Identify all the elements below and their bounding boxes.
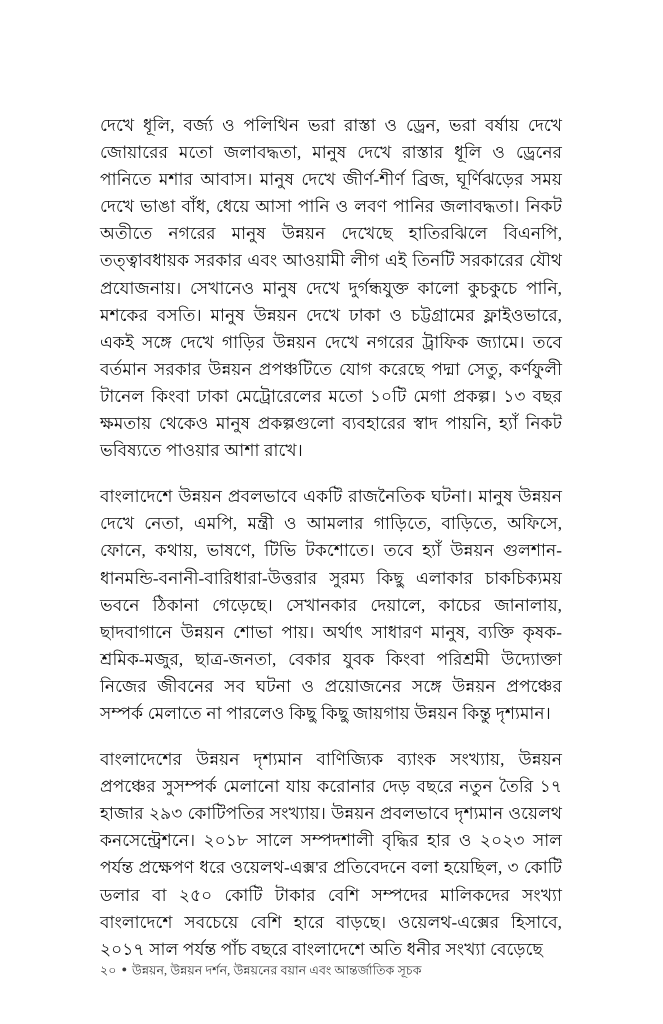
body-paragraph-1: দেখে ধূলি, বর্জ্য ও পলিথিন ভরা রাস্তা ও ড্রেন, ভরা বর্ষায় দেখে জোয়ারের মতো জলাবদ্ধতা, মানুষ দেখে রাস্তার ধূলি ও ড্রেনের পানিতে মশার আবাস। মানুষ দেখে জীর্ণ-শীর্ণ ব্রিজ, ঘূর্ণিঝড়ের সময় দেখে ভাঙা বাঁধ, ধেয়ে আসা পানি ও লবণ পানির জলাবদ্ধতা। নিকট অতীতে নগরের মানুষ উন্নয়ন দেখেছে হাতিরঝিলে বিএনপি, তত্ত্বাবধায়ক সরকার এবং আওয়ামী লীগ এই তিনটি সরকারের যৌথ প্রযোজনায়। সেখানেও মানুষ দেখে দুর্গন্ধযুক্ত কালো কুচকুচে পানি, মশকের বসতি। মানুষ উন্নয়ন দেখে ঢাকা ও চট্টগ্রামের ফ্লাইওভারে, একই সঙ্গে দেখে গাড়ির উন্নয়ন দেখে নগরের ট্রাফিক জ্যামে। তবে বর্তমান সরকার উন্নয়ন প্রপঞ্চটিতে যোগ করেছে পদ্মা সেতু, কর্ণফুলী টানেল কিংবা ঢাকা মেট্রোরেলের মতো ১০টি মেগা প্রকল্প। ১৩ বছর ক্ষমতায় থেকেও মানুষ প্রকল্পগুলো ব্যবহারের স্বাদ পায়নি, হ্যাঁ নিকট ভবিষ্যতে পাওয়ার আশা রাখে। [100,116,562,461]
body-paragraph-3: বাংলাদেশের উন্নয়ন দৃশ্যমান বাণিজ্যিক ব্যাংক সংখ্যায়, উন্নয়ন প্রপঞ্চের সুসম্পর্ক মেলানো যায় করোনার দেড় বছরে নতুন তৈরি ১৭ হাজার ২৯৩ কোটিপতির সংখ্যায়। উন্নয়ন প্রবলভাবে দৃশ্যমান ওয়েলথ কনসেন্ট্রেশনে। ২০১৮ সালে সম্পদশালী বৃদ্ধির হার ও ২০২৩ সাল পর্যন্ত প্রক্ষেপণ ধরে ওয়েলথ-এক্স'র প্রতিবেদনে বলা হয়েছিল, ৩ কোটি ডলার বা ২৫০ কোটি টাকার বেশি সম্পদের মালিকদের সংখ্যা বাংলাদেশে সবচেয়ে বেশি হারে বাড়ছে। ওয়েলথ-এক্সের হিসাবে, ২০১৭ সাল পর্যন্ত পাঁচ বছরে বাংলাদেশে অতি ধনীর সংখ্যা বেড়েছে [100,750,562,959]
page-footer [100,961,570,979]
body-paragraph-2: বাংলাদেশে উন্নয়ন প্রবলভাবে একটি রাজনৈতিক ঘটনা। মানুষ উন্নয়ন দেখে নেতা, এমপি, মন্ত্রী ও আমলার গাড়িতে, বাড়িতে, অফিসে, ফোনে, কথায়, ভাষণে, টিভি টকশোতে। তবে হ্যাঁ উন্নয়ন গুলশান-ধানমন্ডি-বনানী-বারিধারা-উত্তরার সুরম্য কিছু এলাকার চাকচিক্যময় ভবনে ঠিকানা গেড়েছে। সেখানকার দেয়ালে, কাচের জানালায়, ছাদবাগানে উন্নয়ন শোভা পায়। অর্থাৎ সাধারণ মানুষ, ব্যক্তি কৃষক-শ্রমিক-মজুর, ছাত্র-জনতা, বেকার যুবক কিংবা পরিশ্রমী উদ্যোক্তা নিজের জীবনের সব ঘটনা ও প্রয়োজনের সঙ্গে উন্নয়ন প্রপঞ্চের সম্পর্ক মেলাতে না পারলেও কিছু কিছু জায়গায় উন্নয়ন কিন্তু দৃশ্যমান। [100,487,562,723]
page-number: ২০ [100,963,117,977]
text-column [100,112,562,963]
running-head: উন্নয়ন, উন্নয়ন দর্শন, উন্নয়নের বয়ান এবং আন্তর্জাতিক সূচক [132,963,422,977]
footer-separator-bullet-icon: ● [121,963,128,974]
